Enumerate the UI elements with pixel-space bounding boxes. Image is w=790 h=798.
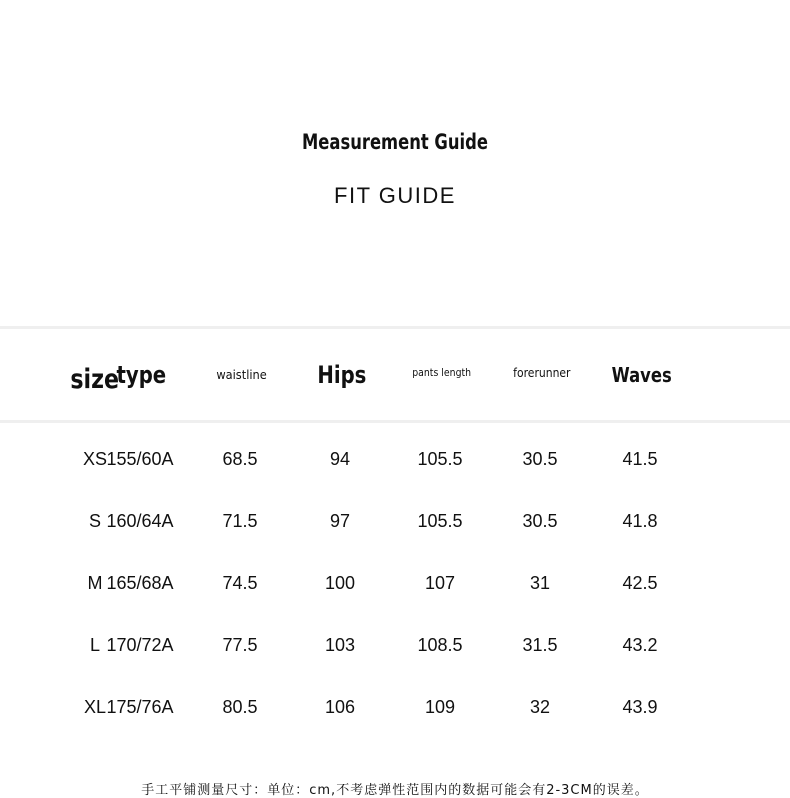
header-waistline-label: waistline [216, 368, 268, 382]
cell-type: 165/68A [106, 572, 174, 593]
cell-waves: 43.9 [622, 696, 658, 717]
cell-pants-length: 107 [424, 572, 456, 593]
header-hips-label: Hips [317, 361, 367, 389]
table-row [0, 552, 790, 614]
header-cell-waistline [192, 366, 292, 384]
measurement-footnote: 手工平铺测量尺寸：单位：cm,不考虑弹性范围内的数据可能会有2-3CM的误差。 [141, 783, 649, 798]
page-title: Measurement Guide [301, 130, 488, 154]
cell-type: 160/64A [106, 510, 174, 531]
cell-type: 155/60A [106, 448, 174, 469]
header-size-label: size [70, 363, 119, 395]
table-header-divider [0, 420, 790, 423]
page-subtitle: FIT GUIDE [334, 183, 456, 208]
cell-forerunner: 30.5 [522, 448, 558, 469]
cell-size: S [88, 510, 101, 531]
table-row [0, 614, 790, 676]
cell-forerunner: 31 [529, 572, 551, 593]
table-row [0, 676, 790, 738]
cell-type: 175/76A [106, 696, 174, 717]
cell-size: XS [82, 448, 107, 469]
cell-waistline: 77.5 [222, 634, 258, 655]
cell-pants-length: 109 [424, 696, 456, 717]
cell-waves: 42.5 [622, 572, 658, 593]
table-top-divider [0, 326, 790, 329]
cell-hips: 97 [329, 510, 351, 531]
header-cell-hips [292, 361, 392, 389]
cell-forerunner: 31.5 [522, 634, 558, 655]
table-header-row [0, 330, 790, 420]
header-pants-length-label: pants length [412, 366, 472, 379]
cell-waves: 41.5 [622, 448, 658, 469]
cell-size: M [87, 572, 103, 593]
header-cell-pants-length [392, 366, 492, 384]
cell-waves: 43.2 [622, 634, 658, 655]
cell-size: L [89, 634, 100, 655]
cell-pants-length: 108.5 [417, 634, 463, 655]
cell-hips: 106 [324, 696, 356, 717]
cell-waistline: 80.5 [222, 696, 258, 717]
cell-pants-length: 105.5 [417, 510, 463, 531]
header-cell-waves [592, 363, 692, 387]
cell-size: XL [83, 696, 107, 717]
cell-forerunner: 30.5 [522, 510, 558, 531]
cell-waistline: 71.5 [222, 510, 258, 531]
header-type-label: type [116, 361, 166, 389]
table-row [0, 428, 790, 490]
cell-hips: 103 [324, 634, 356, 655]
cell-hips: 94 [329, 448, 351, 469]
header-forerunner-label: forerunner [513, 366, 571, 380]
cell-waistline: 74.5 [222, 572, 258, 593]
header-waves-label: Waves [611, 363, 673, 387]
cell-waves: 41.8 [622, 510, 658, 531]
cell-hips: 100 [324, 572, 356, 593]
cell-forerunner: 32 [529, 696, 551, 717]
cell-type: 170/72A [106, 634, 174, 655]
table-row [0, 490, 790, 552]
cell-pants-length: 105.5 [417, 448, 463, 469]
header-cell-forerunner [492, 366, 592, 384]
cell-waistline: 68.5 [222, 448, 258, 469]
